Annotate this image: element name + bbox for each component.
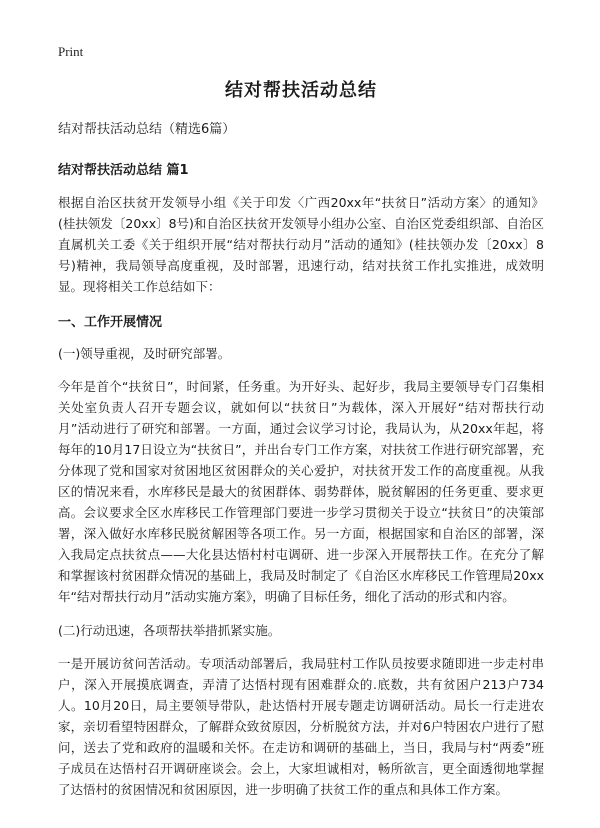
paragraph-action: 一是开展访贫问苦活动。专项活动部署后，我局驻村工作队员按要求随即进一步走村串户，深入开展摸底调查，弄清了达悟村现有困难群众的.底数，共有贫困户213户734人。10月20日，局主要领导带队，赴达悟村开展专题走访调研活动。局长一行走进农家，亲切看望特困群众，了解群众致贫原因，分析脱贫方法，并对6户特困农户进行了慰问，送去了党和政府的温暖和关怀。在走访和调研的基础上，当日，我局与村“两委”班子成员在达悟村召开调研座谈会。会上，大家坦诚相对，畅所欲言，更全面透彻地掌握了达悟村的贫困情况和贫困原因，进一步明确了扶贫工作的重点和具体工作方案。 — [58, 656, 544, 797]
heading-work-status: 一、工作开展情况 — [58, 315, 163, 330]
print-label: Print — [58, 44, 84, 59]
section-heading: 结对帮扶活动总结 篇1 — [58, 163, 189, 178]
intro-paragraph: 根据自治区扶贫开发领导小组《关于印发〈广西20xx年“扶贫日”活动方案〉的通知》(桂扶领发〔20xx〕8号)和自治区扶贫开发领导小组办公室、自治区党委组织部、自治区直属机关工委《关于组织开展“结对帮扶行动月”活动的通知》(桂扶领办发〔20xx〕8号)精神，我局领导高度重视，及时部署，迅速行动，结对扶贫工作扎实推进，成效明显。现将相关工作总结如下： — [58, 195, 544, 294]
document-body — [58, 76, 544, 814]
document-subtitle: 结对帮扶活动总结（精选6篇） — [58, 122, 236, 137]
subheading-leadership: (一)领导重视，及时研究部署。 — [58, 346, 231, 361]
paragraph-leadership: 今年是首个“扶贫日”，时间紧，任务重。为开好头、起好步，我局主要领导专门召集相关处室负责人召开专题会议，就如何以“扶贫日”为载体，深入开展好“结对帮扶行动月”活动进行了研究和部署。一方面，通过会议学习讨论，我局认为，从20xx年起，将每年的10月17日设立为“扶贫日”，并出台专门工作方案，对扶贫工作进行研究部署，充分体现了党和国家对贫困地区贫困群众的关心爱护，对扶贫开发工作的高度重视。从我区的情况来看，水库移民是最大的贫困群体、弱势群体，脱贫解困的任务更重、要求更高。会议要求全区水库移民工作管理部门要进一步学习贯彻关于设立“扶贫日”的决策部署，深入做好水库移民脱贫解困等各项工作。另一方面，根据国家和自治区的部署，深入我局定点扶贫点——大化县达悟村村屯调研、进一步深入开展帮扶工作。在充分了解和掌握该村贫困群众情况的基础上，我局及时制定了《自治区水库移民工作管理局20xx年“结对帮扶行动月”活动实施方案》，明确了目标任务，细化了活动的形式和内容。 — [58, 379, 544, 604]
document-title: 结对帮扶活动总结 — [225, 80, 377, 101]
subheading-action: (二)行动迅速，各项帮扶举措抓紧实施。 — [58, 623, 281, 638]
